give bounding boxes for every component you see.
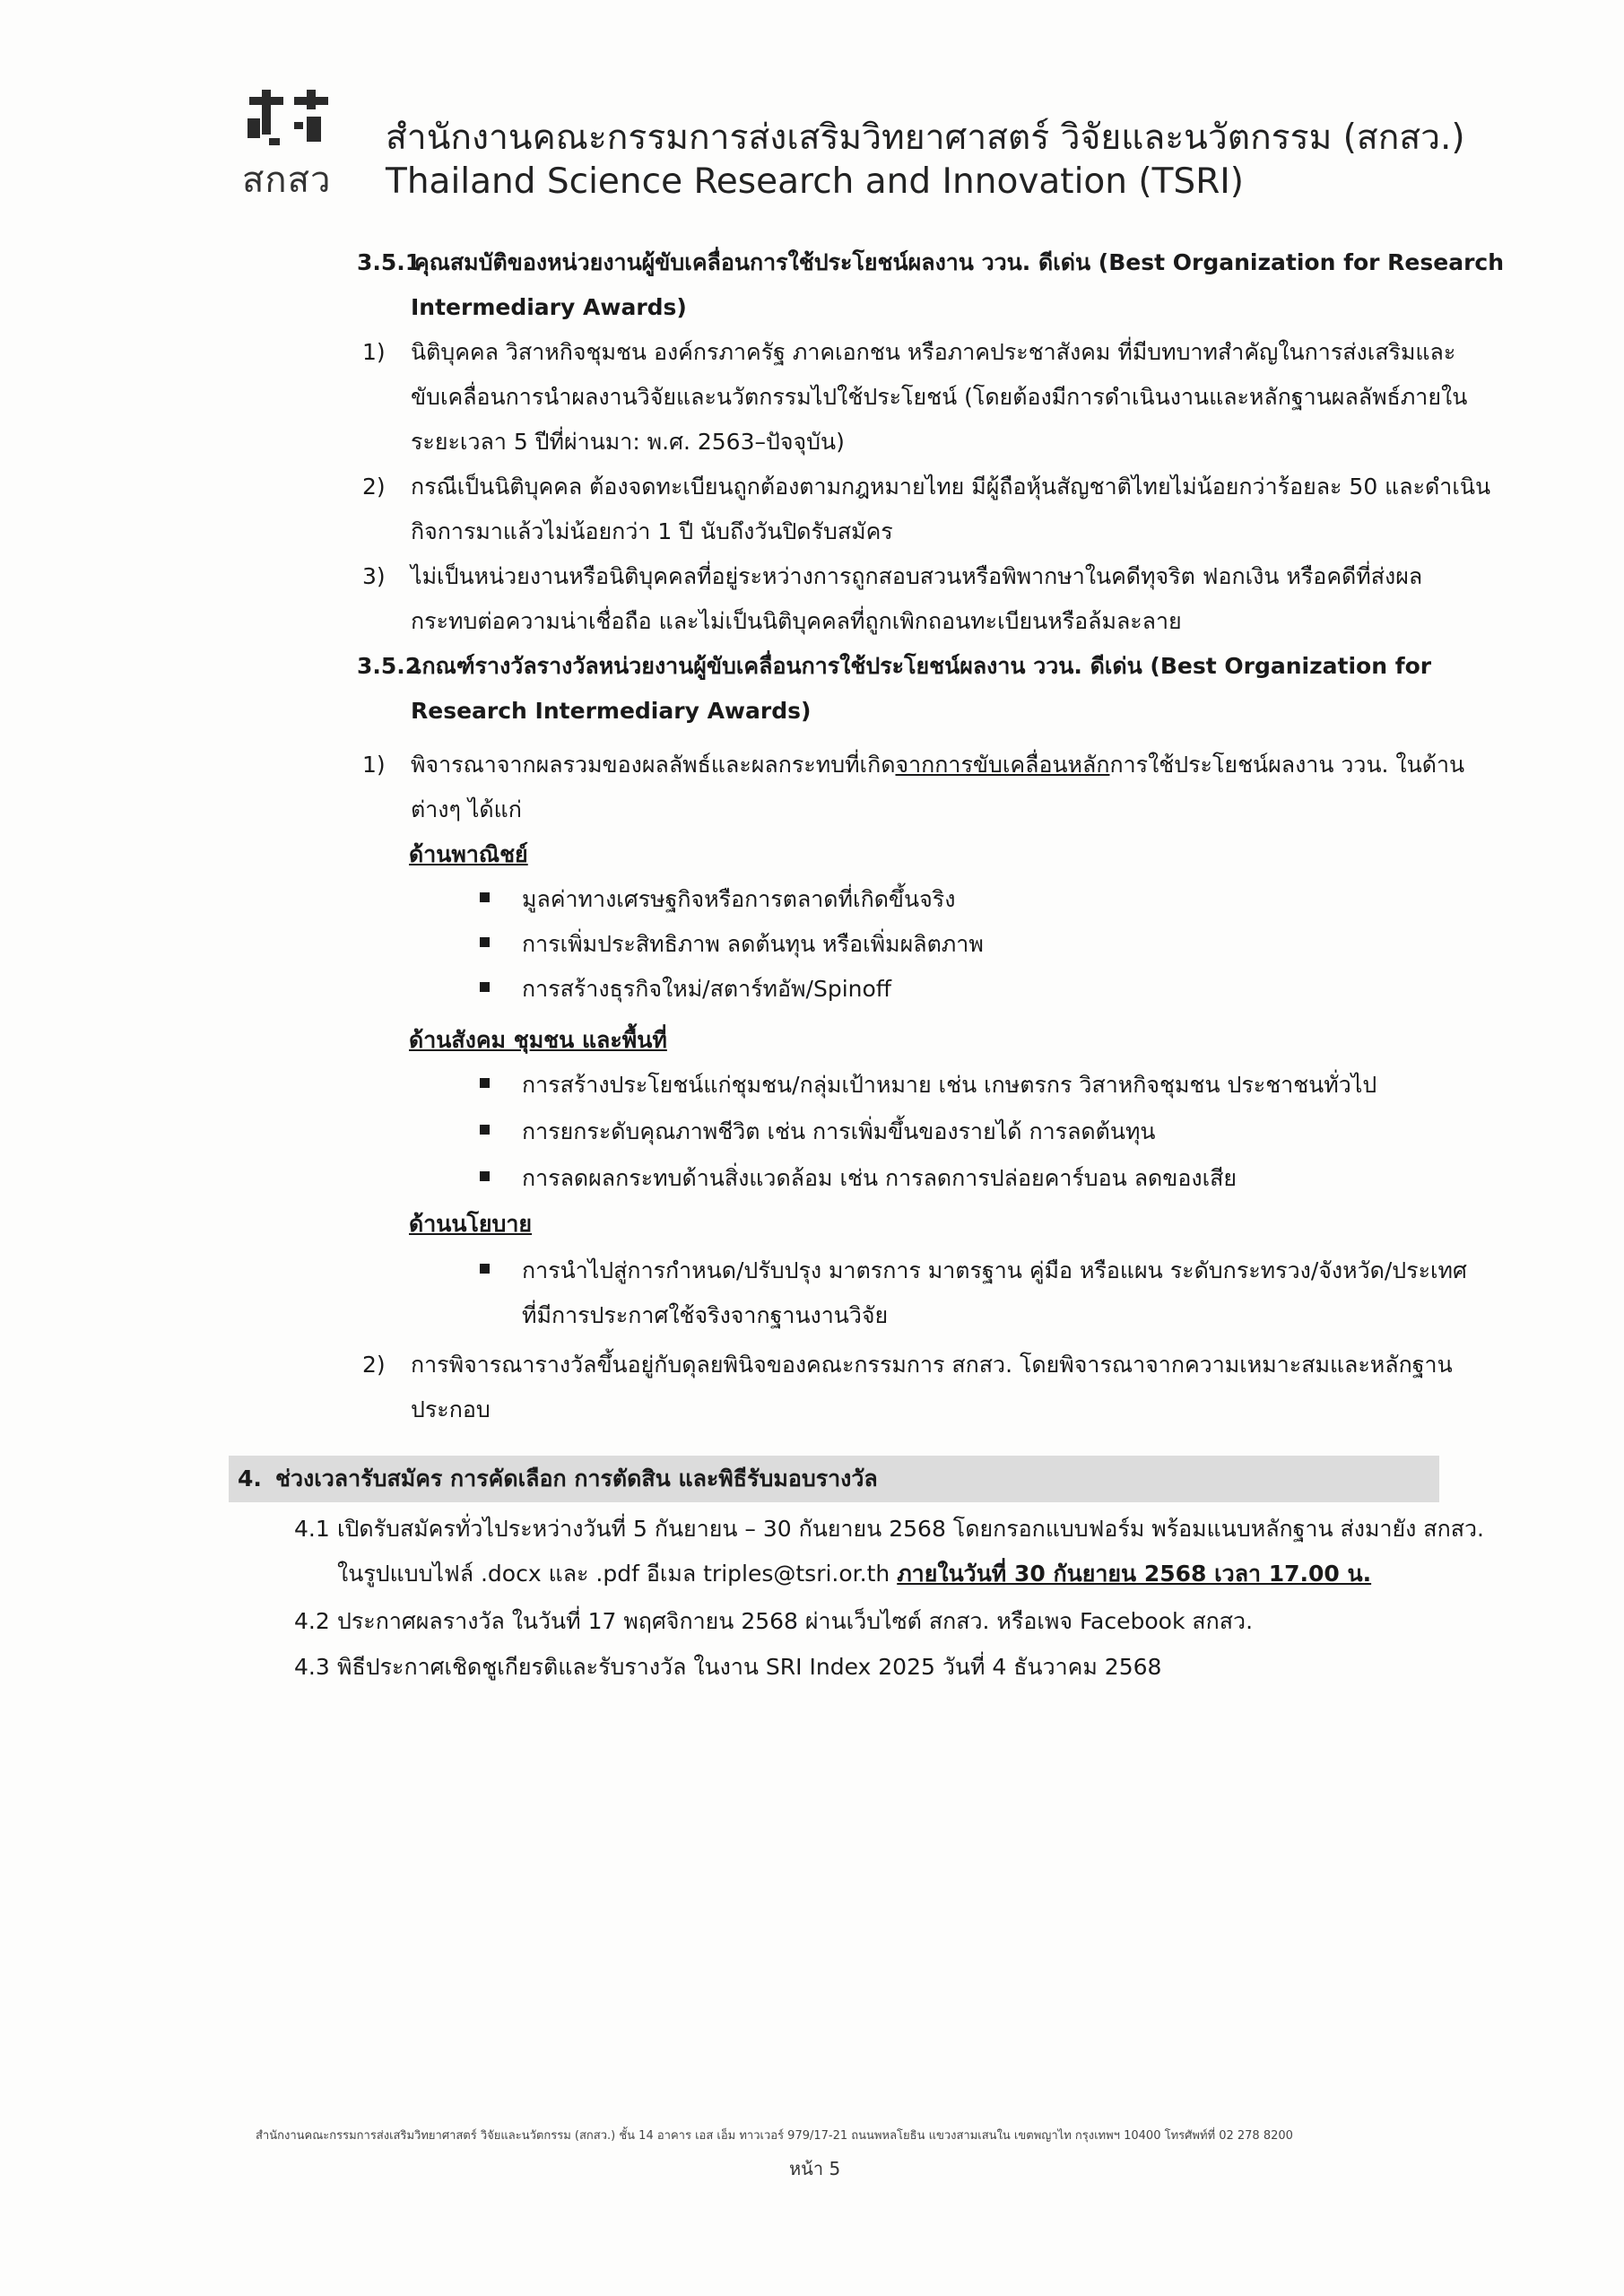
item-4-3-number: 4.3 (294, 1654, 330, 1680)
org-name-thai: สำนักงานคณะกรรมการส่งเสริมวิทยาศาสตร์ วิจัยและนวัตกรรม (สกสว.) (386, 117, 1465, 158)
s351-item-1-line: นิติบุคคล วิสาหกิจชุมชน องค์กรภาครัฐ ภาคเอกชน หรือภาคประชาสังคม ที่มีบทบาทสำคัญในการส่งเสริมและ (411, 339, 1456, 365)
item-4-1-number: 4.1 (294, 1516, 330, 1542)
bullet-square-icon (480, 982, 490, 992)
bullet-square-icon (480, 1171, 490, 1181)
letterhead (242, 72, 1542, 215)
bullet-square-icon (480, 1264, 490, 1274)
bullet-item: การนำไปสู่การกำหนด/ปรับปรุง มาตรการ มาตรฐาน คู่มือ หรือแผน ระดับกระทรวง/จังหวัด/ประเทศ (522, 1257, 1467, 1283)
item-4-2-number: 4.2 (294, 1608, 330, 1634)
item-4-2-line: ประกาศผลรางวัล ในวันที่ 17 พฤศจิกายน 2568 ผ่านเว็บไซต์ สกสว. หรือเพจ Facebook สกสว. (337, 1608, 1254, 1634)
s351-item-3-line: กระทบต่อความน่าเชื่อถือ และไม่เป็นนิติบุคคลที่ถูกเพิกถอนทะเบียนหรือล้มละลาย (411, 608, 1182, 634)
s352-item-1-line: ต่างๆ ได้แก่ (411, 796, 522, 822)
bullet-item: การยกระดับคุณภาพชีวิต เช่น การเพิ่มขึ้นของรายได้ การลดต้นทุน (522, 1118, 1156, 1144)
section-4-number: 4. (238, 1465, 262, 1492)
s352-item-2-line: การพิจารณารางวัลขึ้นอยู่กับดุลยพินิจของคณะกรรมการ สกสว. โดยพิจารณาจากความเหมาะสมและหลักฐาน (411, 1352, 1453, 1378)
s351-item-3-line: ไม่เป็นหน่วยงานหรือนิติบุคคลที่อยู่ระหว่างการถูกสอบสวนหรือพิพากษาในคดีทุจริต ฟอกเงิน หรือคดีที่ส่งผล (411, 563, 1423, 589)
bullet-square-icon (480, 892, 490, 902)
bullet-item-cont: ที่มีการประกาศใช้จริงจากฐานงานวิจัย (522, 1302, 889, 1328)
heading-social: ด้านสังคม ชุมชน และพื้นที่ (409, 1027, 667, 1053)
heading-commercial: ด้านพาณิชย์ (409, 841, 528, 867)
section-3-5-2-title: เกณฑ์รางวัลรางวัลหน่วยงานผู้ขับเคลื่อนการใช้ประโยชน์ผลงาน ววน. ดีเด่น (Best Organization for (414, 653, 1432, 679)
bullet-square-icon (480, 937, 490, 947)
s351-item-1-number: 1) (362, 339, 386, 365)
s352-item-1-underlined: จากการขับเคลื่อนหลัก (895, 752, 1110, 778)
footer-address: สำนักงานคณะกรรมการส่งเสริมวิทยาศาสตร์ วิจัยและนวัตกรรม (สกสว.) ชั้น 14 อาคาร เอส เอ็ม ทาวเวอร์ 979/17-21 ถนนพหลโยธิน แขวงสามเสนใน เขตพญาไท กรุงเทพฯ 10400 โทรศัพท์ที่ 02 278 8200 (256, 2129, 1293, 2143)
s352-item-1-line (411, 743, 1464, 787)
s352-item-1-number: 1) (362, 752, 386, 778)
s352-item-1-text-end: การใช้ประโยชน์ผลงาน ววน. ในด้าน (1109, 752, 1465, 778)
s351-item-2-line: กิจการมาแล้วไม่น้อยกว่า 1 ปี นับถึงวันปิดรับสมัคร (411, 518, 893, 544)
s351-item-2-number: 2) (362, 474, 386, 500)
s351-item-1-line: ขับเคลื่อนการนำผลงานวิจัยและนวัตกรรมไปใช้ประโยชน์ (โดยต้องมีการดำเนินงานและหลักฐานผลลัพธ์ภายใน (411, 384, 1468, 410)
s352-item-2-number: 2) (362, 1352, 386, 1378)
s351-item-1-line: ระยะเวลา 5 ปีที่ผ่านมา: พ.ศ. 2563–ปัจจุบัน) (411, 429, 845, 455)
item-4-3-line: พิธีประกาศเชิดชูเกียรติและรับรางวัล ในงาน SRI Index 2025 วันที่ 4 ธันวาคม 2568 (337, 1654, 1162, 1680)
bullet-square-icon (480, 1078, 490, 1088)
section-3-5-1-title: คุณสมบัติของหน่วยงานผู้ขับเคลื่อนการใช้ประโยชน์ผลงาน ววน. ดีเด่น (Best Organization for Research (414, 249, 1505, 275)
bullet-item: การเพิ่มประสิทธิภาพ ลดต้นทุน หรือเพิ่มผลิตภาพ (522, 931, 984, 957)
item-4-1-line (337, 1552, 1371, 1596)
s351-item-3-number: 3) (362, 563, 386, 589)
page-number: หน้า 5 (789, 2158, 841, 2179)
org-name-english: Thailand Science Research and Innovation (TSRI) (386, 161, 1245, 202)
deadline-emphasis: ภายในวันที่ 30 กันยายน 2568 เวลา 17.00 น. (897, 1561, 1372, 1587)
logo-wordmark: สกสว (242, 160, 332, 201)
item-4-1-line: เปิดรับสมัครทั่วไประหว่างวันที่ 5 กันยายน – 30 กันยายน 2568 โดยกรอกแบบฟอร์ม พร้อมแนบหลักฐาน ส่งมายัง สกสว. (337, 1516, 1484, 1542)
section-3-5-2-number: 3.5.2 (357, 653, 421, 679)
section-4-title: ช่วงเวลารับสมัคร การคัดเลือก การตัดสิน และพิธีรับมอบรางวัล (275, 1465, 878, 1492)
item-4-1-text: ในรูปแบบไฟล์ .docx และ .pdf อีเมล triples@tsri.or.th (337, 1561, 898, 1587)
bullet-item: การลดผลกระทบด้านสิ่งแวดล้อม เช่น การลดการปล่อยคาร์บอน ลดของเสีย (522, 1165, 1238, 1191)
bullet-square-icon (480, 1125, 490, 1135)
s352-item-1-text: พิจารณาจากผลรวมของผลลัพธ์และผลกระทบที่เกิด (411, 752, 896, 778)
section-3-5-1-title-cont: Intermediary Awards) (411, 294, 687, 320)
bullet-item: มูลค่าทางเศรษฐกิจหรือการตลาดที่เกิดขึ้นจริง (522, 886, 956, 912)
bullet-item: การสร้างธุรกิจใหม่/สตาร์ทอัพ/Spinoff (522, 976, 891, 1002)
s352-item-2-line: ประกอบ (411, 1396, 491, 1422)
heading-policy: ด้านนโยบาย (409, 1211, 533, 1237)
s351-item-2-line: กรณีเป็นนิติบุคคล ต้องจดทะเบียนถูกต้องตามกฎหมายไทย มีผู้ถือหุ้นสัญชาติไทยไม่น้อยกว่าร้อยละ 50 และดำเนิน (411, 474, 1491, 500)
section-3-5-2-title-cont: Research Intermediary Awards) (411, 698, 812, 724)
section-3-5-1-number: 3.5.1 (357, 249, 421, 275)
bullet-item: การสร้างประโยชน์แก่ชุมชน/กลุ่มเป้าหมาย เช่น เกษตรกร วิสาหกิจชุมชน ประชาชนทั่วไป (522, 1072, 1377, 1098)
